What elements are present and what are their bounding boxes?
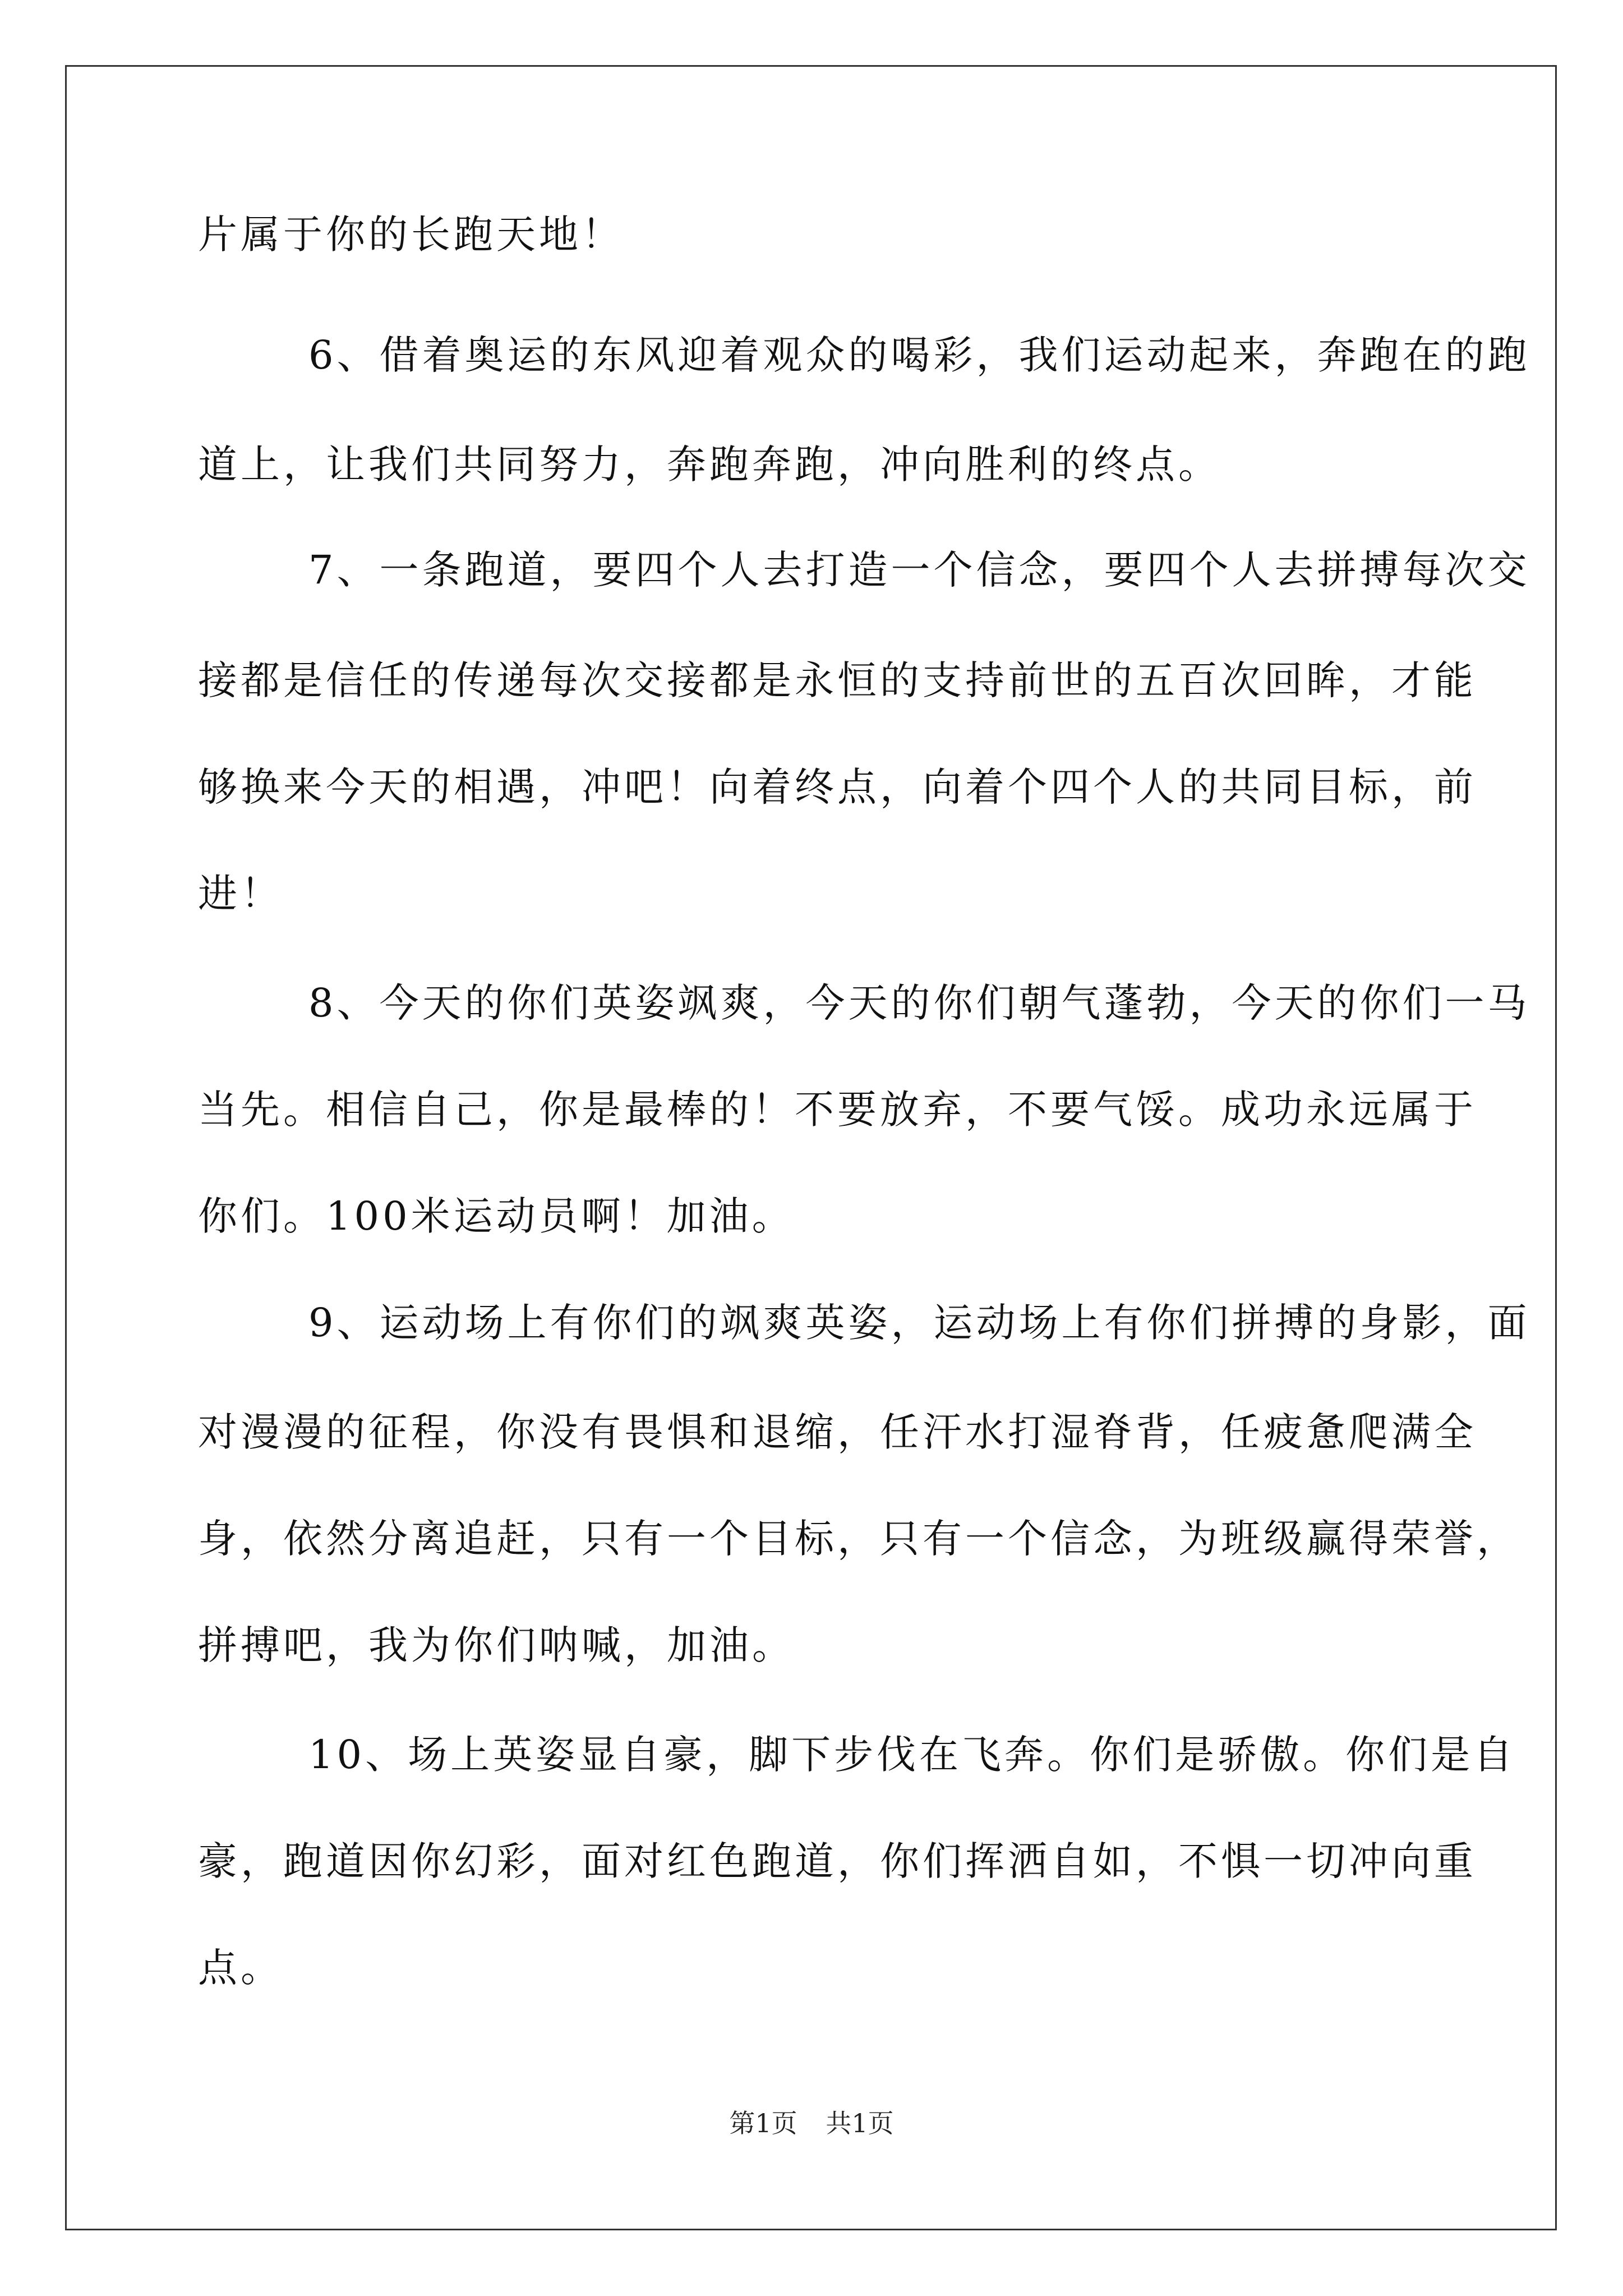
page-number: 第1页	[729, 2108, 797, 2138]
text-line: 豪，跑道因你幻彩，面对红色跑道，你们挥洒自如，不惧一切冲向重	[198, 1838, 1477, 1884]
text-line: 当先。相信自己，你是最棒的！不要放弃，不要气馁。成功永远属于	[198, 1087, 1477, 1133]
text-line: 对漫漫的征程，你没有畏惧和退缩，任汗水打湿脊背，任疲惫爬满全	[198, 1409, 1477, 1455]
text-line: 接都是信任的传递每次交接都是永恒的支持前世的五百次回眸，才能	[198, 657, 1477, 703]
page-footer	[0, 2106, 1623, 2140]
paragraph-6-line: 6、借着奥运的东风迎着观众的喝彩，我们运动起来，奔跑在的跑	[308, 332, 1530, 378]
paragraph-7-line: 7、一条跑道，要四个人去打造一个信念，要四个人去拼搏每次交	[308, 547, 1530, 593]
text-line: 道上，让我们共同努力，奔跑奔跑，冲向胜利的终点。	[198, 441, 1221, 487]
text-line: 够换来今天的相遇，冲吧！向着终点，向着个四个人的共同目标，前	[198, 764, 1477, 810]
paragraph-9-line: 9、运动场上有你们的飒爽英姿，运动场上有你们拼搏的身影，面	[308, 1300, 1530, 1346]
text-line: 进！	[198, 871, 283, 917]
page-total: 共1页	[826, 2108, 894, 2138]
text-line: 你们。100米运动员啊！加油。	[198, 1193, 795, 1239]
text-line: 点。	[198, 1945, 283, 1991]
paragraph-8-line: 8、今天的你们英姿飒爽，今天的你们朝气蓬勃，今天的你们一马	[308, 980, 1530, 1026]
page-border	[65, 65, 1557, 2230]
text-line: 拼搏吧，我为你们呐喊，加油。	[198, 1622, 795, 1668]
text-line: 片属于你的长跑天地！	[198, 211, 624, 257]
text-line: 身，依然分离追赶，只有一个目标，只有一个信念，为班级赢得荣誉，	[198, 1516, 1519, 1562]
paragraph-10-line: 10、场上英姿显自豪，脚下步伐在飞奔。你们是骄傲。你们是自	[308, 1732, 1516, 1778]
